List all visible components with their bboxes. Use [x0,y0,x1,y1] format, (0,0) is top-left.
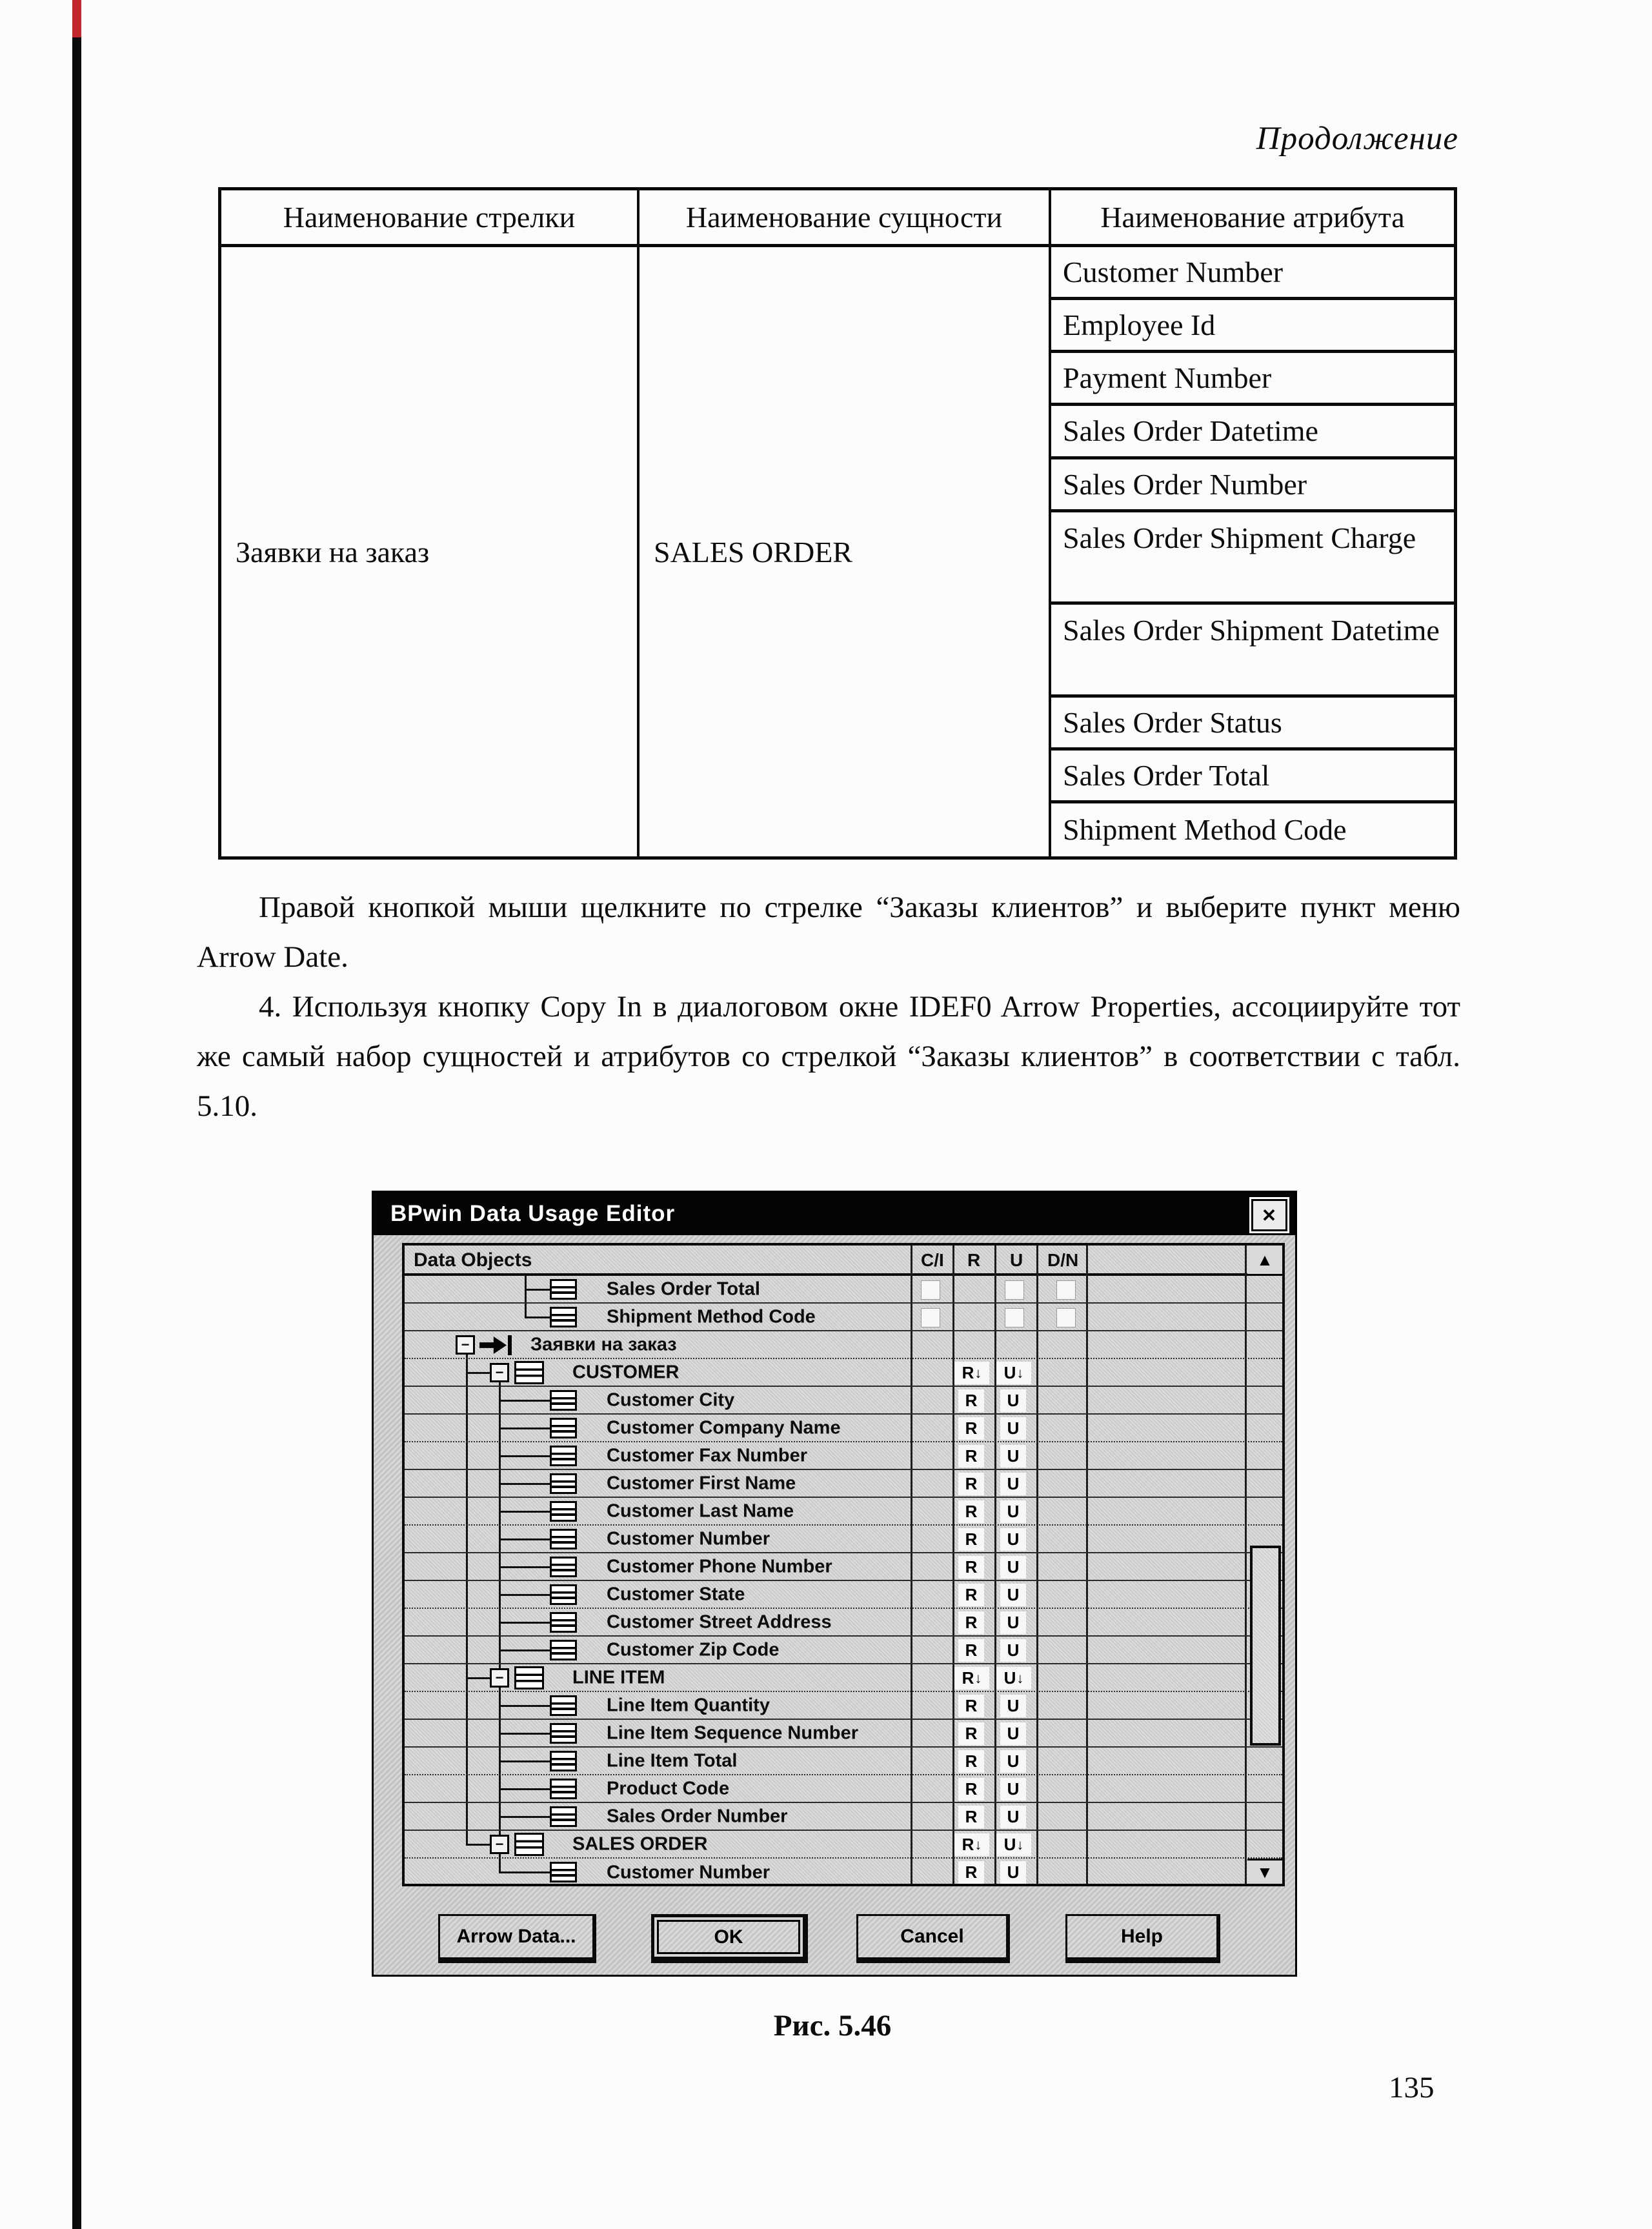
bpwin-data-usage-editor-dialog [372,1191,1297,1977]
read-flag: R [958,1806,984,1828]
scroll-down-icon[interactable]: ▼ [1247,1859,1282,1884]
expand-minus-icon[interactable]: − [490,1835,509,1854]
data-object-row[interactable] [405,1803,1282,1831]
data-object-label: Customer First Name [607,1473,796,1493]
tree-connector [466,1372,491,1374]
expand-minus-icon[interactable]: − [490,1668,509,1688]
tree-connector [499,1455,551,1457]
column-u: U [1010,1250,1023,1270]
data-object-label: Customer State [607,1584,745,1604]
attribute-icon [550,1279,577,1300]
entity-name-cell: SALES ORDER [640,247,1051,856]
attribute-cell: Sales Order Datetime [1051,406,1454,459]
attribute-icon [550,1862,577,1882]
column-data-objects: Data Objects [414,1249,532,1271]
data-object-label: LINE ITEM [572,1667,665,1688]
attribute-cell: Sales Order Shipment Charge [1051,512,1454,605]
data-object-rows [405,1276,1282,1886]
tree-connector [499,1788,551,1790]
data-object-label: Sales Order Total [607,1278,760,1299]
tree-connector [499,1483,551,1485]
data-object-row[interactable] [405,1831,1282,1859]
scan-edge-bar [72,0,81,2229]
data-object-label: Customer Company Name [607,1417,841,1438]
data-object-label: CUSTOMER [572,1362,680,1382]
attribute-icon [550,1806,577,1827]
read-flag: R [958,1861,984,1884]
attribute-icon [550,1473,577,1494]
header-arrow-name: Наименование стрелки [221,190,640,244]
help-button[interactable]: Help [1065,1914,1220,1963]
tree-connector [499,1427,551,1429]
figure-caption: Рис. 5.46 [773,2009,892,2042]
usage-checkbox[interactable] [921,1308,940,1327]
column-ci: C/I [921,1250,944,1270]
attribute-icon [550,1723,577,1744]
page-number: 135 [1389,2071,1435,2104]
attribute-icon [550,1640,577,1660]
update-flag: U [1000,1639,1026,1662]
update-flag: U [1000,1473,1026,1495]
read-flag: R ↓ [954,1362,989,1384]
update-flag: U [1000,1861,1026,1884]
attribute-icon [550,1751,577,1771]
arrow-name-cell: Заявки на заказ [221,247,640,856]
read-flag: R [958,1556,984,1578]
scrollbar-thumb[interactable] [1250,1546,1281,1746]
data-object-label: Line Item Total [607,1750,738,1771]
attribute-icon [550,1390,577,1411]
read-flag: R [958,1584,984,1606]
tree-connector [499,1816,551,1818]
data-objects-list [402,1243,1285,1886]
data-object-row[interactable] [405,1276,1282,1304]
tree-connector [466,1844,491,1846]
read-flag: R ↓ [954,1833,989,1856]
attribute-icon [550,1307,577,1327]
data-object-row[interactable] [405,1470,1282,1498]
entity-icon [514,1833,544,1856]
data-object-row[interactable] [405,1692,1282,1720]
update-flag: U [1000,1584,1026,1606]
data-object-label: Line Item Sequence Number [607,1722,858,1743]
read-flag: R [958,1389,984,1412]
idef0-arrow-icon [508,1335,512,1355]
tree-connector [499,1400,551,1402]
data-object-label: Line Item Quantity [607,1695,770,1715]
tree-connector [499,1871,551,1873]
column-dn: D/N [1047,1250,1079,1270]
header-entity-name: Наименование сущности [640,190,1051,244]
data-object-label: Product Code [607,1778,730,1799]
table-header-row [221,190,1454,247]
read-flag: R ↓ [954,1667,989,1689]
tree-connector [499,1760,551,1762]
data-object-row[interactable] [405,1609,1282,1637]
tree-connector [499,1705,551,1707]
tree-connector [499,1622,551,1624]
read-flag: R [958,1639,984,1662]
attribute-icon [550,1695,577,1716]
tree-connector [525,1316,551,1318]
attribute-icon [550,1529,577,1549]
attribute-icon [550,1584,577,1605]
paragraph: 4. Используя кнопку Copy In в диалоговом окне IDEF0 Arrow Properties, ассоциируйте тот же самый набор сущностей и атрибутов со стрелкой “Заказы клиентов” в соответствии с табл. 5.10. [197,990,1460,1123]
table-body-row [221,247,1454,856]
read-flag: R [958,1750,984,1773]
data-object-row[interactable] [405,1775,1282,1803]
update-flag: U [1000,1611,1026,1634]
data-object-row[interactable] [405,1748,1282,1775]
data-object-label: Shipment Method Code [607,1306,816,1327]
data-object-label: Customer Last Name [607,1500,794,1521]
data-object-row[interactable] [405,1498,1282,1526]
data-object-label: Customer City [607,1389,735,1410]
update-flag: U [1000,1750,1026,1773]
data-object-label: Customer Phone Number [607,1556,832,1577]
cancel-button[interactable]: Cancel [856,1914,1010,1963]
data-object-label: Customer Zip Code [607,1639,780,1660]
attribute-icon [550,1612,577,1633]
update-flag: U [1000,1778,1026,1800]
close-icon[interactable]: ✕ [1251,1199,1287,1231]
data-object-row[interactable] [405,1359,1282,1387]
attributes-table [218,187,1457,860]
header-attribute-name: Наименование атрибута [1100,201,1405,234]
usage-checkbox[interactable] [1056,1308,1076,1327]
usage-checkbox[interactable] [921,1280,940,1300]
paragraph: Правой кнопкой мыши щелкните по стрелке “Заказы клиентов” и выберите пункт меню Arrow Date. [197,891,1460,974]
data-object-row[interactable] [405,1415,1282,1442]
tree-connector [466,1677,491,1679]
dialog-title: BPwin Data Usage Editor [390,1201,676,1226]
usage-checkbox[interactable] [1005,1280,1024,1300]
attribute-cell: Sales Order Status [1051,698,1454,751]
data-object-label: Customer Number [607,1528,770,1549]
data-object-row[interactable] [405,1304,1282,1331]
data-object-label: Customer Fax Number [607,1445,808,1466]
ok-button[interactable]: OK [651,1914,808,1963]
idef0-arrow-icon [479,1336,507,1354]
update-flag: U [1000,1722,1026,1745]
update-flag: U ↓ [996,1667,1031,1689]
attribute-cells [1051,247,1454,856]
tree-connector [499,1733,551,1735]
attribute-cell: Sales Order Number [1051,459,1454,512]
entity-icon [514,1666,544,1689]
update-flag: U [1000,1500,1026,1523]
attribute-cell: Shipment Method Code [1063,813,1347,847]
read-flag: R [958,1695,984,1717]
arrow-data-button[interactable]: Arrow Data... [438,1914,596,1963]
update-flag: U [1000,1417,1026,1440]
update-flag: U [1000,1389,1026,1412]
entity-icon [514,1361,544,1384]
read-flag: R [958,1778,984,1800]
attribute-cell: Sales Order Shipment Datetime [1051,605,1454,698]
dialog-buttons [374,1914,1295,1966]
attribute-cell: Customer Number [1051,247,1454,300]
usage-checkbox[interactable] [1056,1280,1076,1300]
read-flag: R [958,1528,984,1551]
attribute-cell: Payment Number [1051,353,1454,406]
usage-checkbox[interactable] [1005,1308,1024,1327]
attribute-icon [550,1418,577,1438]
list-header-row [405,1246,1282,1276]
data-object-label: Заявки на заказ [530,1334,677,1355]
data-object-row[interactable] [405,1442,1282,1470]
read-flag: R [958,1500,984,1523]
update-flag: U [1000,1556,1026,1578]
expand-minus-icon[interactable]: − [456,1335,475,1355]
data-object-row[interactable] [405,1581,1282,1609]
tree-connector [499,1538,551,1540]
read-flag: R [958,1722,984,1745]
attribute-icon [550,1557,577,1577]
data-object-label: Customer Street Address [607,1611,832,1632]
read-flag: R [958,1445,984,1468]
data-object-row[interactable] [405,1720,1282,1748]
tree-connector [499,1594,551,1596]
data-object-row[interactable] [405,1553,1282,1581]
data-object-label: SALES ORDER [572,1833,708,1854]
continuation-label: Продолжение [1256,121,1458,157]
update-flag: U [1000,1806,1026,1828]
data-object-label: Customer Number [607,1862,770,1882]
data-object-row[interactable] [405,1331,1282,1359]
dialog-titlebar[interactable] [374,1193,1295,1235]
data-object-row[interactable] [405,1387,1282,1415]
expand-minus-icon[interactable]: − [490,1363,509,1382]
update-flag: U [1000,1695,1026,1717]
data-object-row[interactable] [405,1859,1282,1886]
read-flag: R [958,1611,984,1634]
attribute-icon [550,1501,577,1522]
update-flag: U ↓ [996,1833,1031,1856]
tree-connector [499,1649,551,1651]
tree-connector [499,1511,551,1513]
attribute-cell: Employee Id [1051,300,1454,353]
data-object-row[interactable] [405,1637,1282,1664]
update-flag: U [1000,1528,1026,1551]
read-flag: R [958,1417,984,1440]
data-object-row[interactable] [405,1526,1282,1553]
read-flag: R [958,1473,984,1495]
scan-edge-bar-red [72,0,81,37]
data-object-row[interactable] [405,1664,1282,1692]
tree-connector [525,1289,551,1291]
data-object-label: Sales Order Number [607,1806,788,1826]
update-flag: U ↓ [996,1362,1031,1384]
tree-connector [499,1566,551,1568]
attribute-icon [550,1779,577,1799]
update-flag: U [1000,1445,1026,1468]
attribute-icon [550,1446,577,1466]
body-text [197,883,1460,1131]
column-r: R [967,1250,981,1270]
attribute-cell: Sales Order Total [1051,751,1454,803]
scroll-up-icon[interactable]: ▲ [1247,1246,1282,1276]
